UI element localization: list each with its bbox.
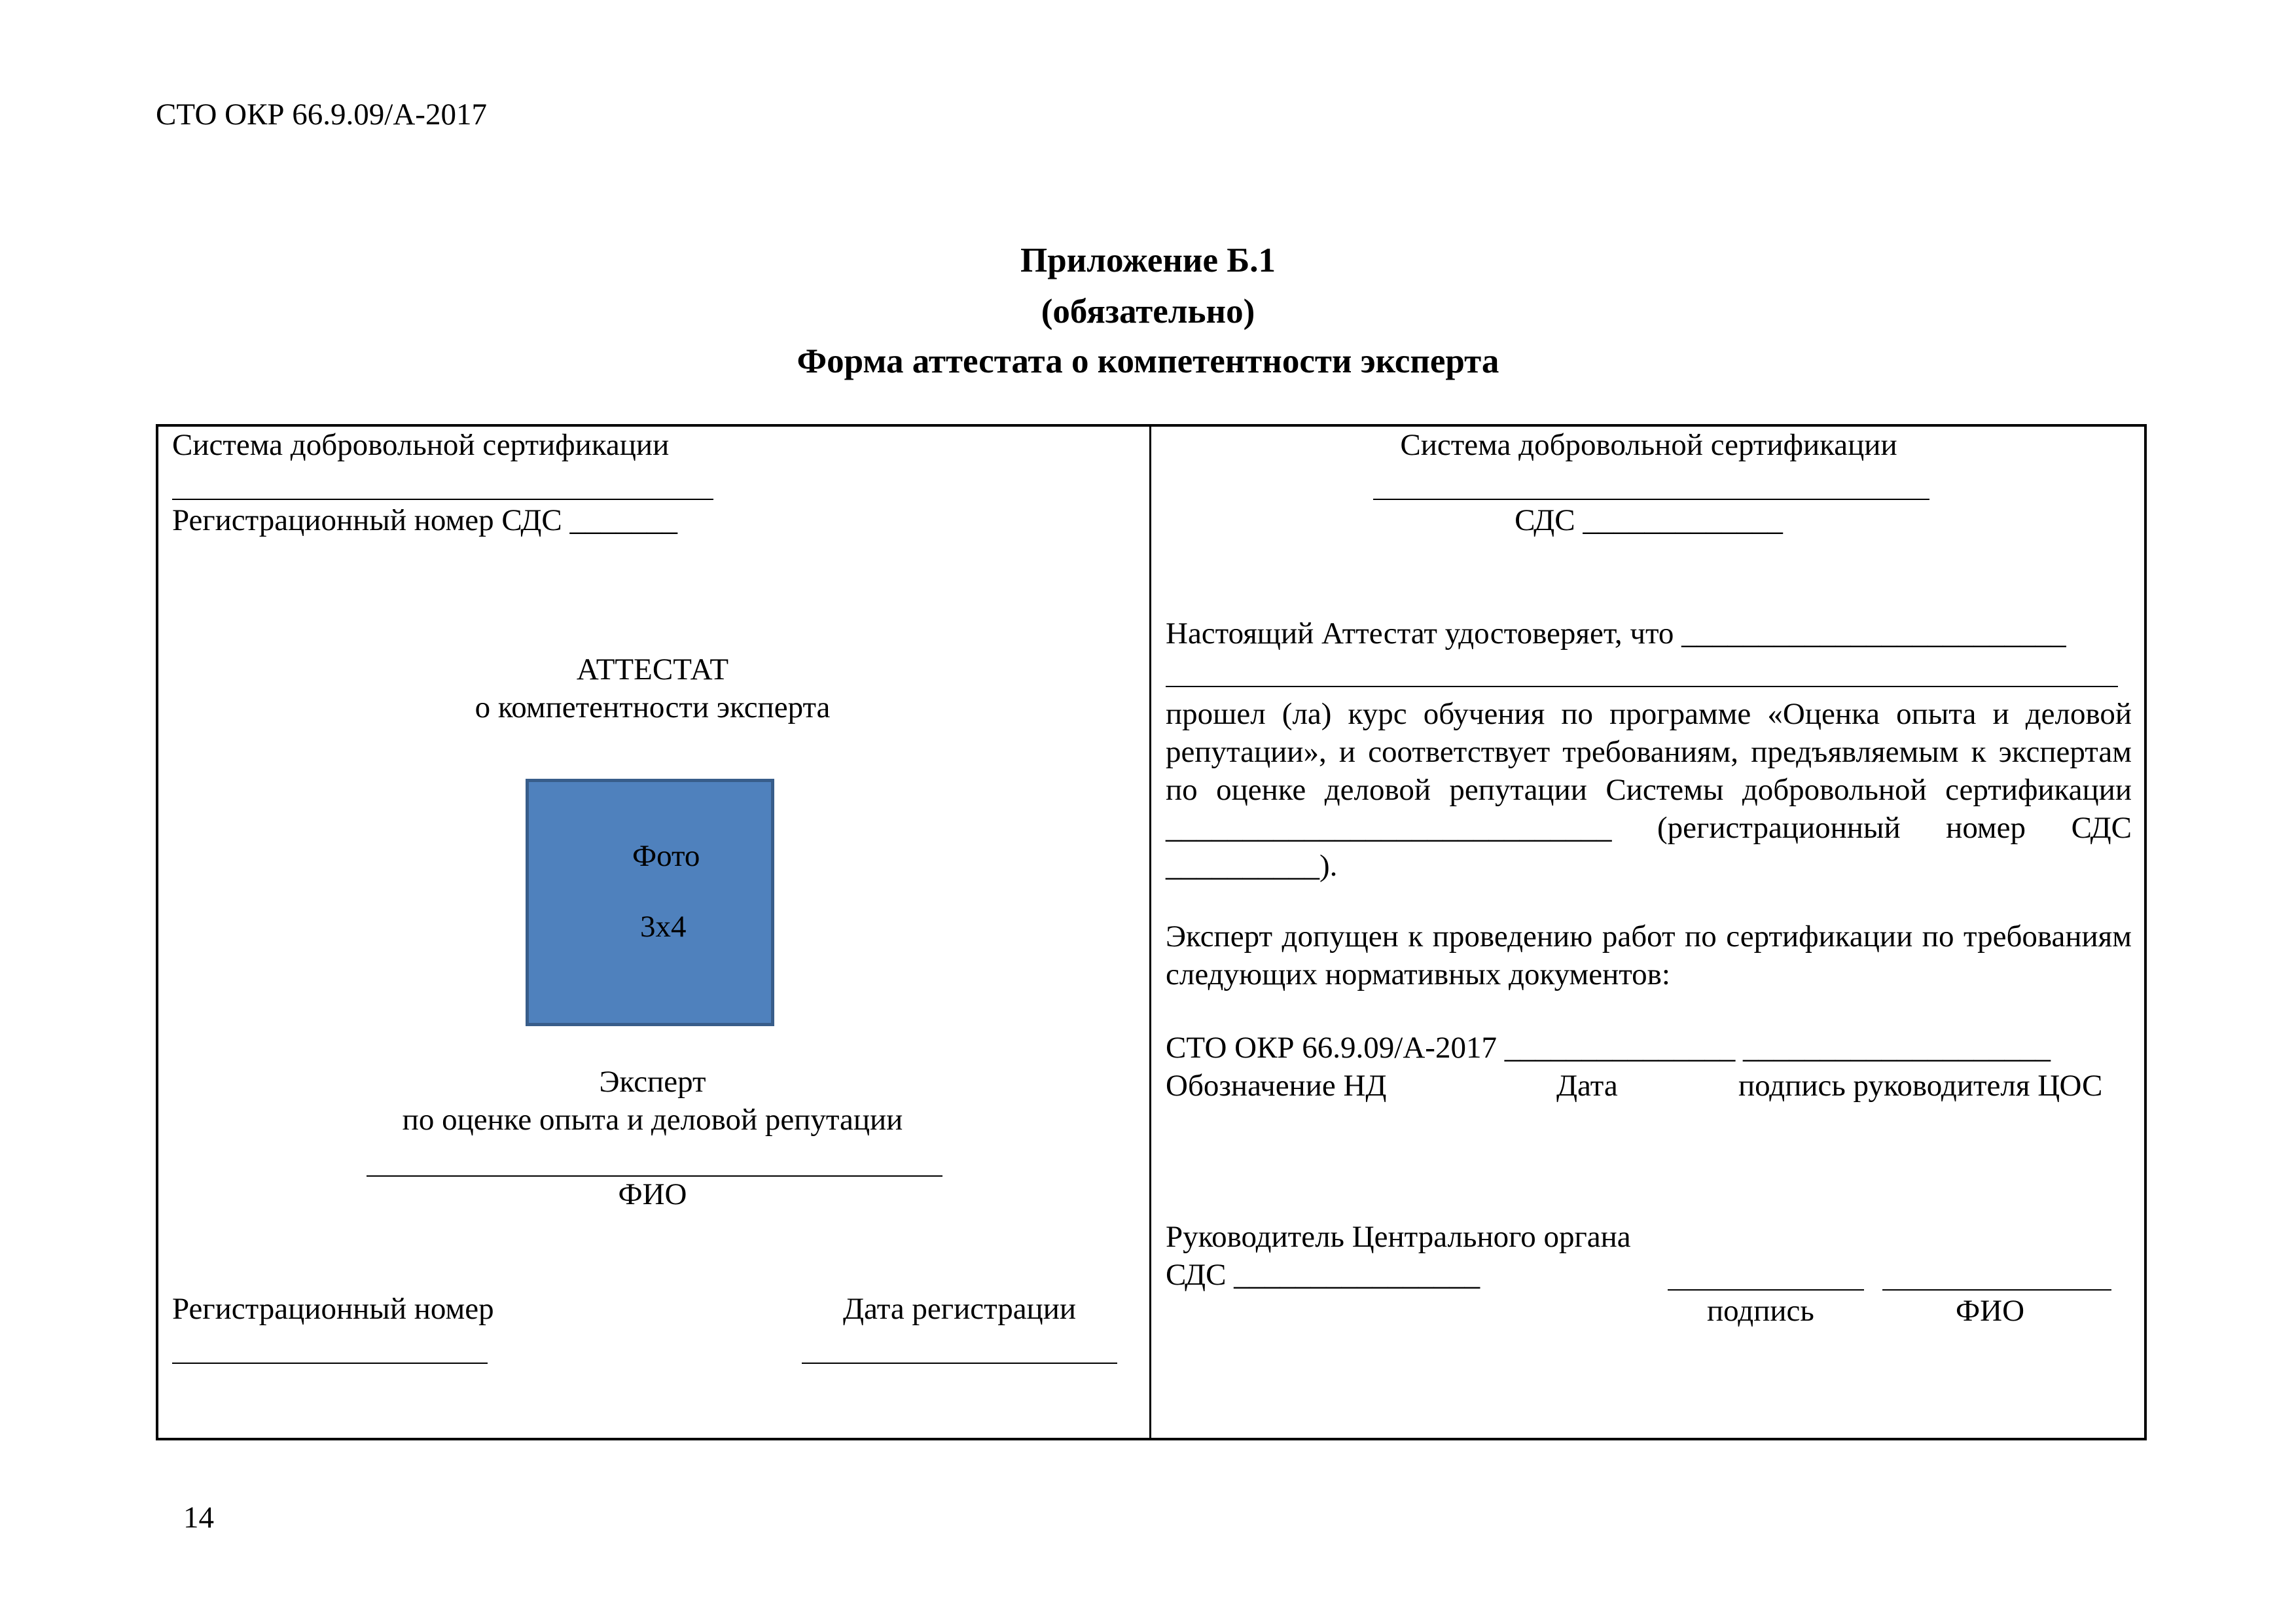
appendix-title: Приложение Б.1 — [1020, 241, 1276, 279]
left-system-label: Система добровольной сертификации — [172, 428, 670, 462]
reg-number-label: Регистрационный номер — [172, 1292, 494, 1326]
form-column-divider — [1149, 424, 1151, 1440]
right-sds: СДС _____________ — [1515, 503, 1783, 537]
head-title: Руководитель Центрального органа — [1166, 1220, 1631, 1254]
form-title: Форма аттестата о компетентности эксперта — [797, 342, 1499, 380]
page-number: 14 — [183, 1501, 214, 1535]
photo-size: 3х4 — [640, 910, 687, 944]
expert-subtitle: по оценке опыта и деловой репутации — [402, 1103, 903, 1137]
reg-date-label: Дата регистрации — [843, 1292, 1077, 1326]
photo-placeholder — [526, 779, 774, 1026]
left-system-name-line — [172, 499, 713, 500]
attestat-subheading: о компетентности эксперта — [475, 690, 831, 724]
document-code-header: СТО ОКР 66.9.09/А-2017 — [156, 98, 487, 132]
reg-number-line — [172, 1363, 488, 1364]
right-system-name-line — [1373, 499, 1929, 500]
head-fio-line — [1882, 1289, 2111, 1291]
certifies-text: Настоящий Аттестат удостоверяет, что _________________________ — [1166, 616, 2066, 651]
sign-label: подпись — [1707, 1294, 1814, 1328]
right-system-label: Система добровольной сертификации — [1400, 428, 1897, 462]
training-paragraph: прошел (ла) курс обучения по программе «Оценка опыта и деловой репутации», и соответствует требованиям, предъявляемым к экспертам по оценке деловой репутации Системы добровольной сертификации _____________________________ (регистрационный номер СДС __________). — [1166, 697, 2132, 883]
attestat-heading: АТТЕСТАТ — [576, 652, 729, 687]
head-sign-line — [1668, 1289, 1864, 1291]
admission-paragraph: Эксперт допущен к проведению работ по сертификации по требованиям следующих нормативных документов: — [1166, 919, 2132, 991]
head-sds: СДС ________________ — [1166, 1258, 1480, 1292]
right-fio-label: ФИО — [1956, 1294, 2025, 1328]
nd-row: СТО ОКР 66.9.09/А-2017 _______________ ____________________ — [1166, 1031, 2051, 1065]
photo-label: Фото — [632, 839, 700, 873]
nd-label: Обозначение НД — [1166, 1069, 1387, 1103]
reg-date-line — [802, 1363, 1117, 1364]
sign-head-label: подпись руководителя ЦОС — [1738, 1069, 2103, 1103]
expert-label: Эксперт — [599, 1065, 706, 1099]
date-label: Дата — [1556, 1069, 1618, 1103]
appendix-status: (обязательно) — [1041, 293, 1255, 330]
fio-line — [367, 1175, 942, 1177]
left-reg-number-sds: Регистрационный номер СДС _______ — [172, 503, 678, 537]
certified-name-line — [1166, 686, 2118, 687]
fio-label: ФИО — [618, 1177, 687, 1211]
